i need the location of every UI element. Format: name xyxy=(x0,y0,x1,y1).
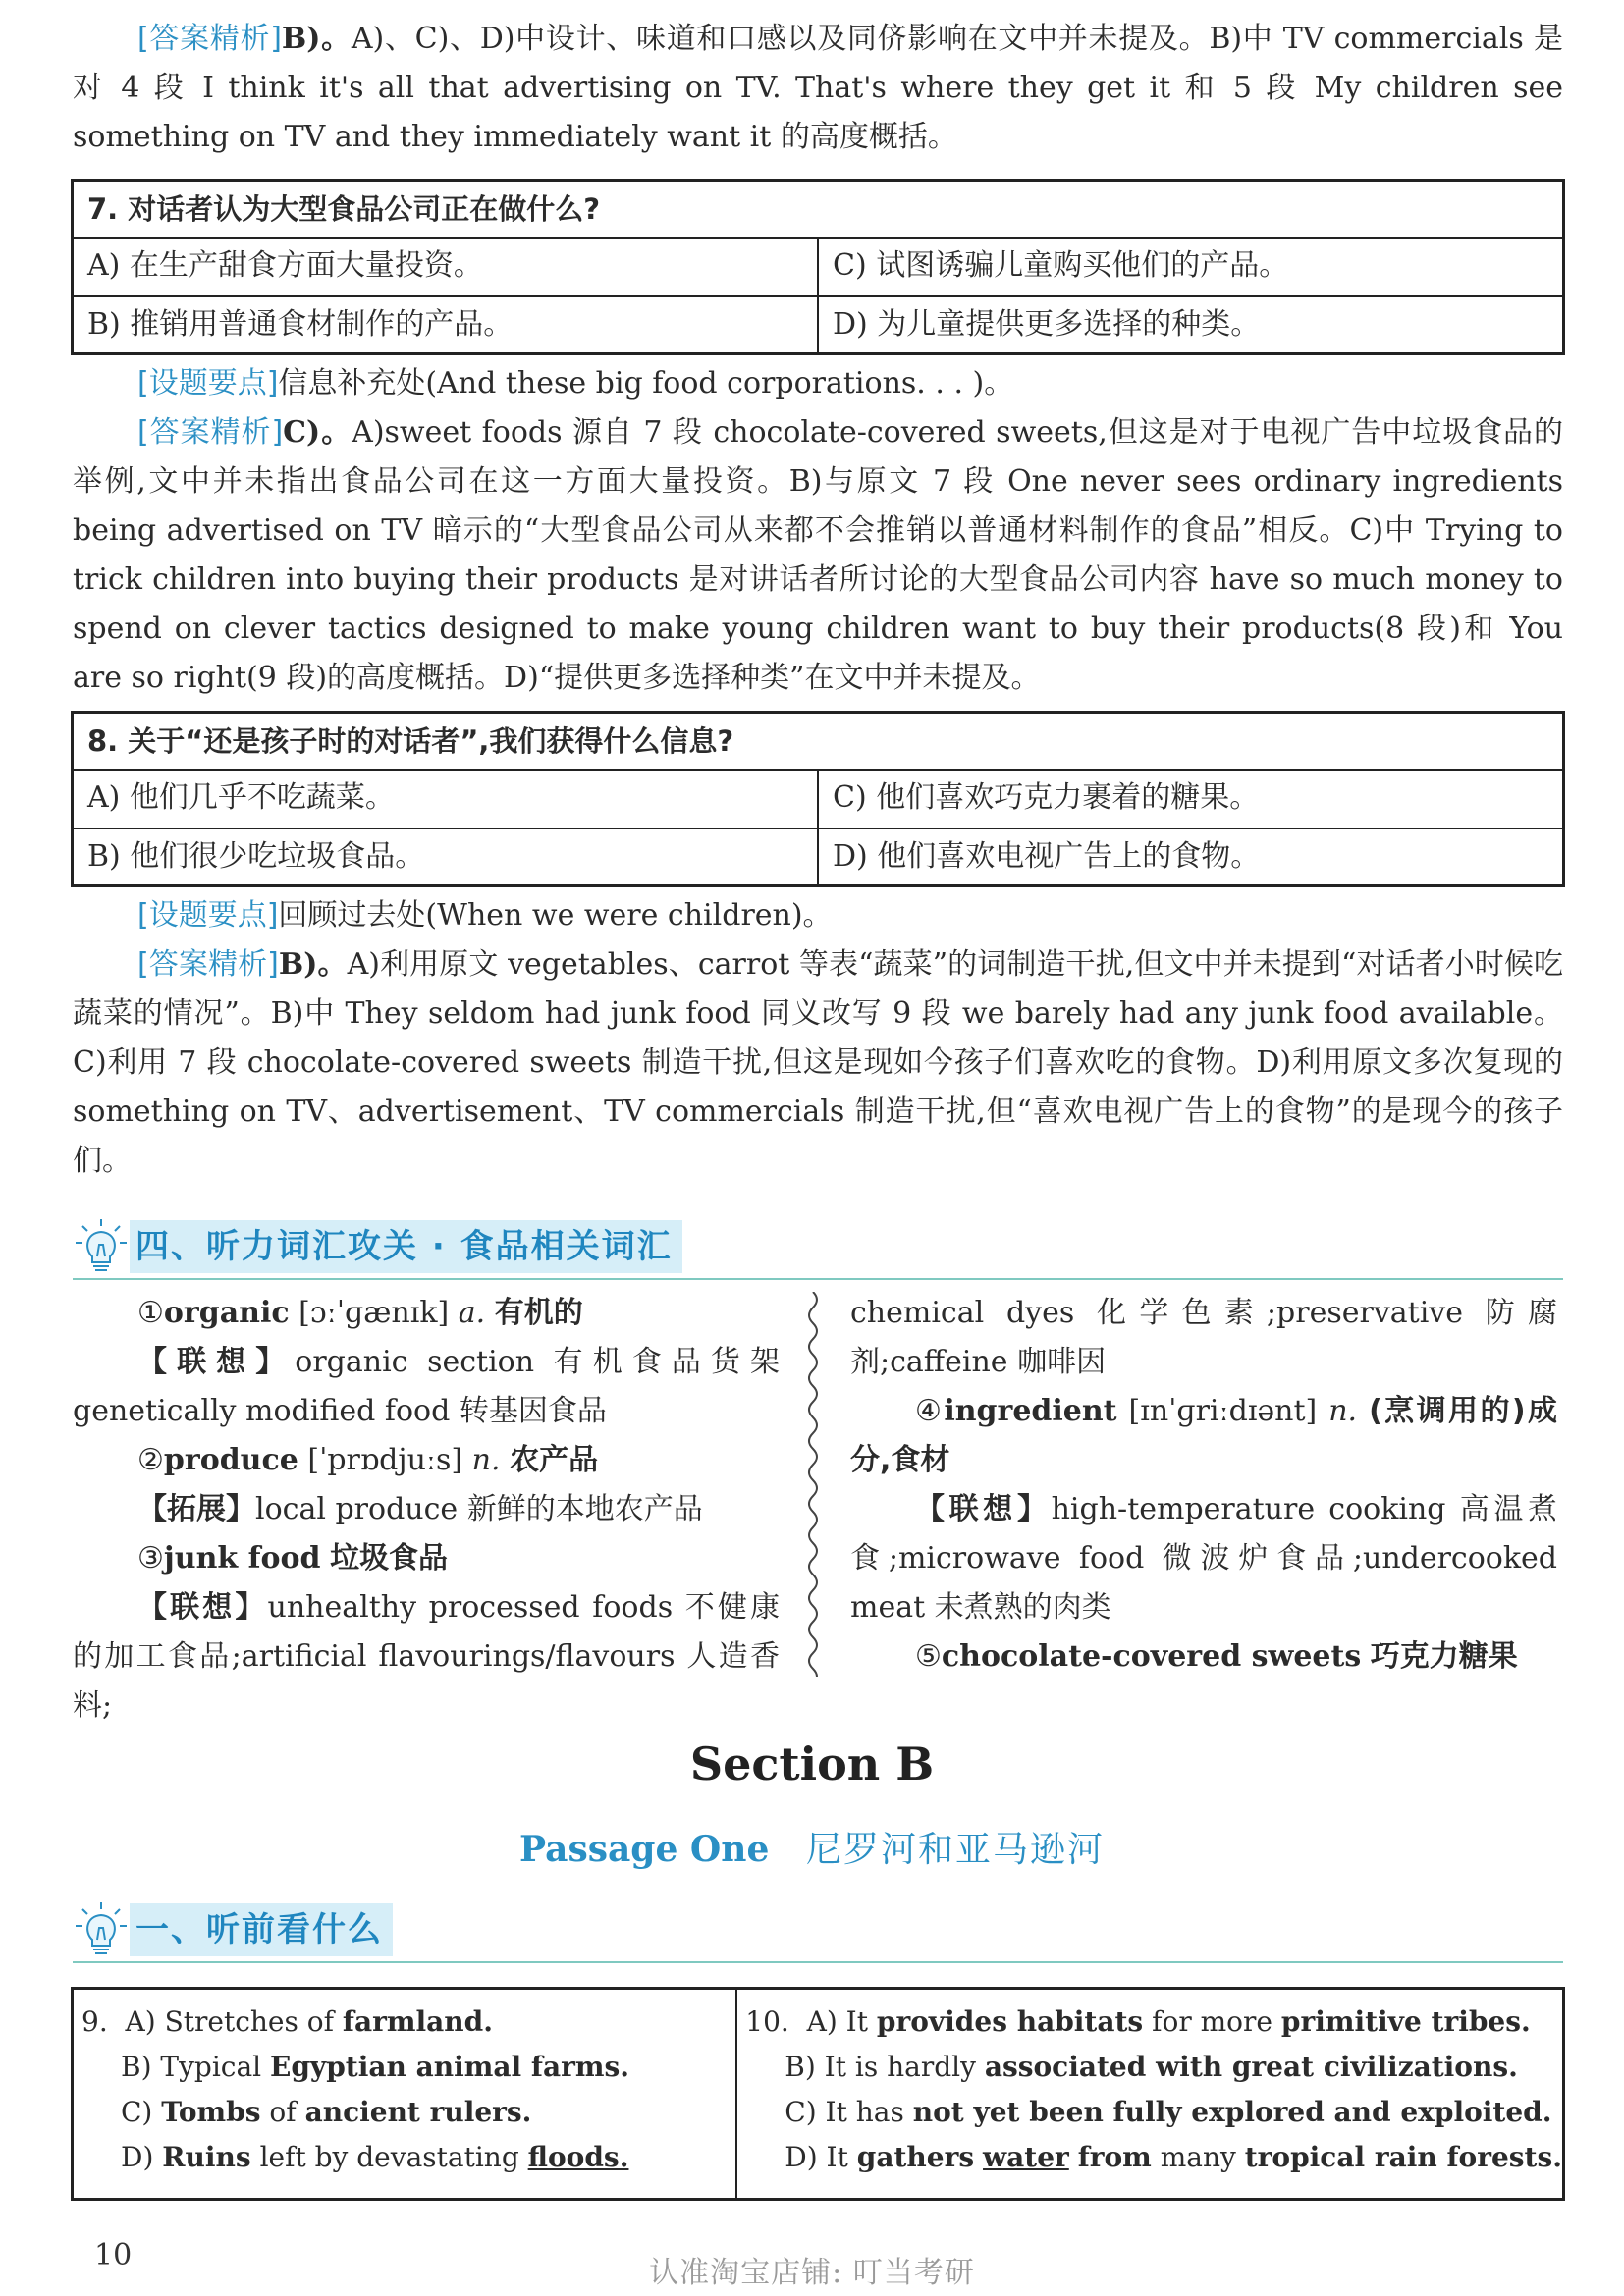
vocab-note-continued xyxy=(850,1289,1557,1387)
note-tag: 【联想】 xyxy=(137,1590,268,1625)
option-text: for more xyxy=(1143,2005,1281,2038)
option-b: B) 推销用普通食材制作的产品。 xyxy=(87,307,514,342)
answer-analysis-q7 xyxy=(73,408,1563,703)
vocab-left-column xyxy=(73,1289,780,1731)
option-c xyxy=(81,2090,735,2135)
option-a: A) 在生产甜食方面大量投资。 xyxy=(87,248,483,283)
vocab-note xyxy=(73,1338,780,1436)
preview-options-box xyxy=(71,1987,1565,2201)
option-text: B) Typical xyxy=(121,2051,271,2083)
entry-phonetic: [ɔːˈɡænɪk] xyxy=(298,1296,450,1330)
keyword: not yet been fully explored and exploited. xyxy=(912,2096,1552,2128)
entry-meaning: 农产品 xyxy=(510,1443,599,1477)
answer-letter: B)。 xyxy=(278,947,348,982)
option-row xyxy=(74,828,1562,884)
option-c: C) 试图诱骗儿童购买他们的产品。 xyxy=(817,239,1562,295)
note-text: organic section 有机食品货架 genetically modified food 转基因食品 xyxy=(73,1345,780,1428)
option-row xyxy=(74,295,1562,352)
entry-pos: n. xyxy=(471,1443,501,1477)
answer-tag: [答案精析] xyxy=(137,947,279,982)
answer-letter: C)。 xyxy=(283,415,352,450)
entry-number: ① xyxy=(137,1296,164,1330)
keyword: Tombs xyxy=(161,2096,261,2128)
note-text: chemical dyes 化学色素;preservative 防腐剂;caffeine 咖啡因 xyxy=(850,1296,1557,1379)
entry-word: junk food xyxy=(163,1541,321,1575)
section-title: 四、听力词汇攻关 · 食品相关词汇 xyxy=(130,1220,682,1273)
vocab-note xyxy=(850,1485,1557,1632)
keyword: farmland. xyxy=(342,2005,493,2038)
entry-number: ③ xyxy=(137,1541,164,1575)
keyword: Egyptian animal farms. xyxy=(270,2051,629,2083)
page-number: 10 xyxy=(94,2238,133,2272)
passage-title xyxy=(0,1822,1624,1872)
question-point-q7 xyxy=(73,359,1563,408)
option-text: D) xyxy=(121,2141,163,2173)
entry-word: chocolate-covered sweets xyxy=(941,1639,1362,1674)
option-text xyxy=(1069,2141,1078,2173)
vocab-section-heading xyxy=(73,1217,682,1276)
option-a xyxy=(81,2000,735,2045)
option-b xyxy=(81,2045,735,2090)
keyword: tropical rain forests. xyxy=(1244,2141,1562,2173)
vocab-note xyxy=(73,1583,780,1731)
option-row xyxy=(74,771,1562,828)
answer-text: A)利用原文 vegetables、carrot 等表“蔬菜”的词制造干扰,但文中并未提到“对话者小时候吃蔬菜的情况”。B)中 They seldom had junk food 同义改写 9 段 we barely had any junk food available。C)利用 7 段 chocolate-covered sweets 制造干扰,但这是现如今孩子们喜欢吃的食物。D)利用原文多次复现的 something on TV、advertisement、TV commercials 制造干扰,但“喜欢电视广告上的食物”的是现今的孩子们。 xyxy=(73,947,1563,1178)
option-text: A) Stretches of xyxy=(125,2005,343,2038)
vocab-entry-ingredient xyxy=(850,1387,1557,1485)
entry-number: ② xyxy=(137,1443,164,1477)
entry-number: ⑤ xyxy=(915,1639,942,1674)
vocab-entry-organic xyxy=(73,1289,780,1338)
vocab-entry-junk-food xyxy=(73,1534,780,1583)
option-text: C) It has xyxy=(785,2096,913,2128)
footer-shop-text: 认准淘宝店铺: 叮当考研 xyxy=(649,2256,975,2290)
option-text: D) It xyxy=(785,2141,857,2173)
lightbulb-icon xyxy=(73,1217,130,1276)
option-text: of xyxy=(260,2096,305,2128)
answer-analysis-q6 xyxy=(73,15,1563,162)
section-title: 一、听前看什么 xyxy=(130,1903,393,1956)
question-number: 9. xyxy=(81,2005,108,2038)
option-c: C) 他们喜欢巧克力裹着的糖果。 xyxy=(817,771,1562,828)
section-divider xyxy=(73,1278,1563,1280)
option-d xyxy=(81,2135,735,2180)
note-tag: 【拓展】 xyxy=(137,1492,255,1526)
option-row xyxy=(74,239,1562,295)
section-b-title: Section B xyxy=(689,1737,935,1790)
wavy-column-divider xyxy=(801,1292,825,1677)
passage-label: Passage One xyxy=(519,1829,770,1870)
option-text: B) It is hardly xyxy=(785,2051,985,2083)
option-text: many xyxy=(1151,2141,1245,2173)
answer-letter: B)。 xyxy=(281,22,352,56)
point-text: 回顾过去处(When we were children)。 xyxy=(278,898,833,933)
keyword: floods. xyxy=(527,2141,629,2173)
entry-word: organic xyxy=(163,1296,290,1330)
preview-section-heading xyxy=(73,1900,393,1959)
answer-text: A)、C)、D)中设计、味道和口感以及同侪影响在文中并未提及。B)中 TV commercials 是对 4 段 I think it's all that advertising on TV. That's where they get it 和 5 段 My children see something on TV and they immediately want it 的高度概括。 xyxy=(73,22,1563,154)
point-text: 信息补充处(And these big food corporations. . . )。 xyxy=(278,366,1014,400)
vocab-entry-produce xyxy=(73,1436,780,1485)
answer-analysis-q8 xyxy=(73,940,1563,1186)
note-text: local produce 新鲜的本地农产品 xyxy=(255,1492,703,1526)
note-tag: 【联想】 xyxy=(915,1492,1052,1526)
entry-word: ingredient xyxy=(944,1394,1117,1428)
question-10-options xyxy=(735,1990,1562,2198)
entry-meaning: 有机的 xyxy=(494,1296,583,1330)
option-c xyxy=(745,2090,1562,2135)
note-tag: 【联想】 xyxy=(137,1345,296,1379)
keyword: associated with great civilizations. xyxy=(984,2051,1518,2083)
keyword: ancient rulers. xyxy=(304,2096,532,2128)
answer-text: A)sweet foods 源自 7 段 chocolate-covered sweets,但这是对于电视广告中垃圾食品的举例,文中并未指出食品公司在这一方面大量投资。B)与原文 7 段 One never sees ordinary ingredients being advertised on TV 暗示的“大型食品公司从来都不会推销以普通材料制作的食品”相反。C)中 Trying to trick children into buying their products 是对讲话者所讨论的大型食品公司内容 have so much money to spend on clever tactics designed to make young children want to buy their products(8 段)和 You are so right(9 段)的高度概括。D)“提供更多选择种类”在文中并未提及。 xyxy=(73,415,1564,695)
keyword: water xyxy=(983,2141,1069,2173)
option-a: A) 他们几乎不吃蔬菜。 xyxy=(87,780,395,815)
option-d: D) 他们喜欢电视广告上的食物。 xyxy=(817,829,1562,884)
entry-pos: a. xyxy=(458,1296,486,1330)
vocab-note xyxy=(73,1485,780,1534)
option-text: A) It xyxy=(806,2005,877,2038)
option-d: D) 为儿童提供更多选择的种类。 xyxy=(817,297,1562,352)
entry-phonetic: [ˈprɒdjuːs] xyxy=(307,1443,463,1477)
option-text xyxy=(974,2141,983,2173)
lightbulb-icon xyxy=(73,1900,130,1959)
entry-meaning: 垃圾食品 xyxy=(330,1541,449,1575)
entry-pos: n. xyxy=(1328,1394,1358,1428)
passage-chinese-title: 尼罗河和亚马逊河 xyxy=(805,1830,1105,1870)
option-b: B) 他们很少吃垃圾食品。 xyxy=(87,839,425,874)
keyword: from xyxy=(1077,2141,1152,2173)
option-a xyxy=(745,2000,1562,2045)
question-title: 7. 对话者认为大型食品公司正在做什么? xyxy=(74,182,1562,239)
vocab-right-column xyxy=(850,1289,1557,1682)
entry-word: produce xyxy=(163,1443,298,1477)
option-text: C) xyxy=(121,2096,162,2128)
question-box-q8 xyxy=(71,711,1565,887)
entry-meaning: 巧克力糖果 xyxy=(1370,1639,1518,1674)
point-tag: [设题要点] xyxy=(137,898,279,933)
question-box-q7 xyxy=(71,179,1565,355)
point-tag: [设题要点] xyxy=(137,366,279,400)
note-text: unhealthy processed foods 不健康的加工食品;artificial flavourings/flavours 人造香料; xyxy=(73,1590,780,1723)
question-point-q8 xyxy=(73,891,1563,940)
keyword: primitive tribes. xyxy=(1280,2005,1531,2038)
keyword: provides habitats xyxy=(876,2005,1144,2038)
answer-tag: [答案精析] xyxy=(137,415,284,450)
answer-tag: [答案精析] xyxy=(137,22,282,56)
entry-number: ④ xyxy=(915,1394,945,1428)
entry-meaning: (烹调用的)成分,食材 xyxy=(850,1394,1558,1477)
option-b xyxy=(745,2045,1562,2090)
question-9-options xyxy=(74,1990,735,2198)
keyword: Ruins xyxy=(162,2141,251,2173)
note-text: high-temperature cooking 高温煮食;microwave food 微波炉食品;undercooked meat 未煮熟的肉类 xyxy=(850,1492,1557,1625)
keyword: gathers xyxy=(856,2141,975,2173)
section-divider xyxy=(73,1961,1563,1963)
vocab-entry-chocolate-covered-sweets xyxy=(850,1632,1557,1682)
entry-phonetic: [ɪnˈɡriːdɪənt] xyxy=(1128,1394,1318,1428)
question-title: 8. 关于“还是孩子时的对话者”,我们获得什么信息? xyxy=(74,714,1562,771)
option-d xyxy=(745,2135,1562,2180)
option-text: left by devastating xyxy=(250,2141,528,2173)
question-number: 10. xyxy=(745,2005,789,2038)
